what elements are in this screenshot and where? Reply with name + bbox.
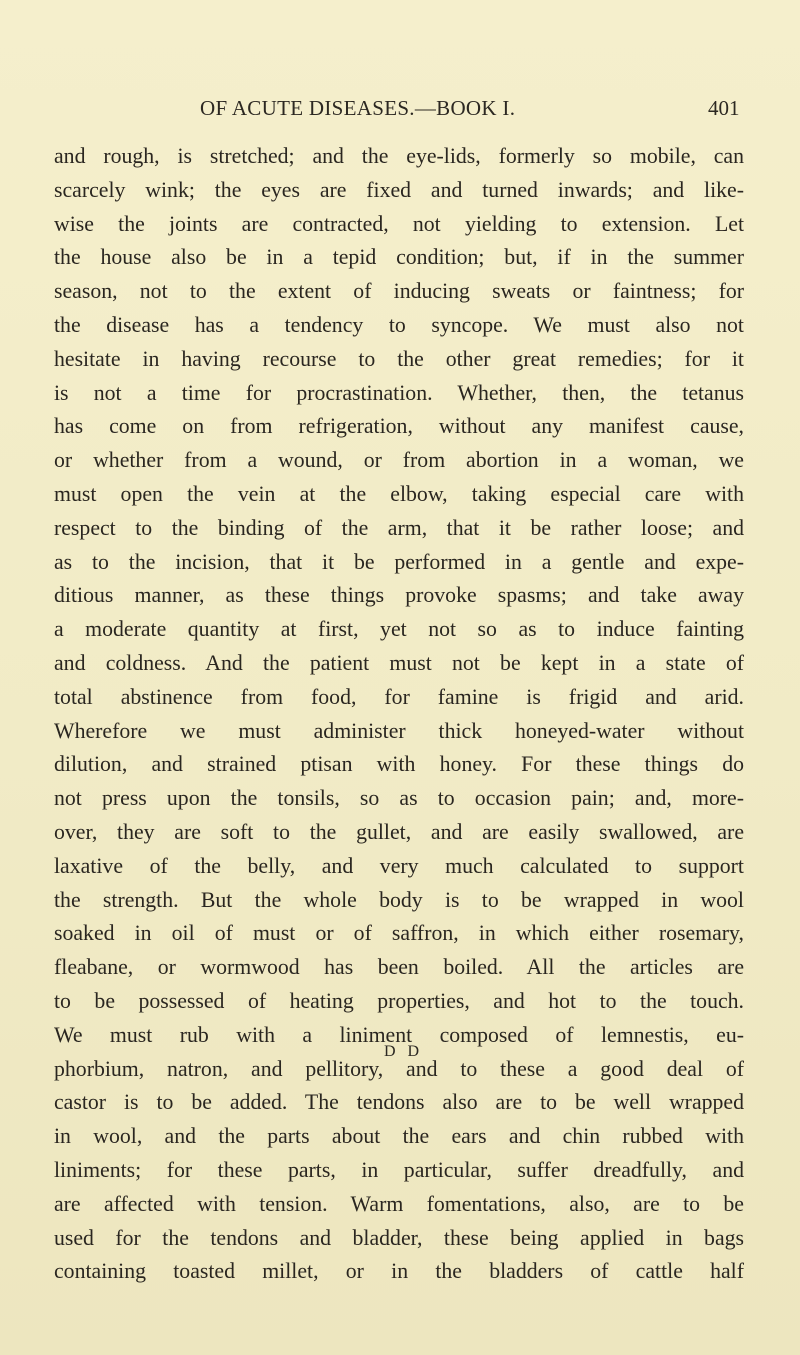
text-line: ditious manner, as these things provoke spasms; and take away	[54, 583, 744, 608]
text-line: phorbium, natron, and pellitory, and to these a good deal of	[54, 1056, 744, 1081]
text-line: or whether from a wound, or from abortion in a woman, we	[54, 448, 744, 473]
signature-mark: D D	[384, 1043, 424, 1060]
text-line: to be possessed of heating properties, and hot to the touch.	[54, 988, 744, 1013]
text-line: the disease has a tendency to syncope. We must also not	[54, 312, 744, 337]
text-line: wise the joints are contracted, not yielding to extension. Let	[54, 211, 744, 236]
running-head: OF ACUTE DISEASES.—BOOK I.	[200, 96, 516, 120]
text-line: fleabane, or wormwood has been boiled. All the articles are	[54, 955, 744, 980]
text-line: laxative of the belly, and very much calculated to support	[54, 853, 744, 878]
text-line: must open the vein at the elbow, taking especial care with	[54, 481, 744, 506]
text-line: castor is to be added. The tendons also are to be well wrapped	[54, 1090, 744, 1115]
text-line: in wool, and the parts about the ears and chin rubbed with	[54, 1124, 744, 1149]
text-line: dilution, and strained ptisan with honey. For these things do	[54, 752, 744, 777]
text-line: are affected with tension. Warm fomentations, also, are to be	[54, 1191, 744, 1216]
text-line: as to the incision, that it be performed in a gentle and expe-	[54, 549, 744, 574]
text-line: has come on from refrigeration, without any manifest cause,	[54, 414, 744, 439]
body-text	[54, 140, 744, 1289]
text-line: scarcely wink; the eyes are fixed and turned inwards; and like-	[54, 177, 744, 202]
text-line: over, they are soft to the gullet, and are easily swallowed, are	[54, 819, 744, 844]
text-line: We must rub with a liniment composed of lemnestis, eu-	[54, 1022, 744, 1047]
text-line: respect to the binding of the arm, that it be rather loose; and	[54, 515, 744, 540]
page-number: 401	[708, 96, 740, 120]
text-line: season, not to the extent of inducing sweats or faintness; for	[54, 279, 744, 304]
text-line: Wherefore we must administer thick honeyed-water without	[54, 718, 744, 743]
text-line: and coldness. And the patient must not be kept in a state of	[54, 650, 744, 675]
text-line: the house also be in a tepid condition; but, if in the summer	[54, 245, 744, 270]
text-line: the strength. But the whole body is to be wrapped in wool	[54, 887, 744, 912]
text-line: containing toasted millet, or in the bladders of cattle half	[54, 1259, 744, 1284]
text-line: liniments; for these parts, in particular, suffer dreadfully, and	[54, 1157, 744, 1182]
text-line: is not a time for procrastination. Whether, then, the tetanus	[54, 380, 744, 405]
text-line: used for the tendons and bladder, these being applied in bags	[54, 1225, 744, 1250]
text-line: total abstinence from food, for famine is frigid and arid.	[54, 684, 744, 709]
text-line: not press upon the tonsils, so as to occasion pain; and, more-	[54, 786, 744, 811]
text-line: a moderate quantity at first, yet not so as to induce fainting	[54, 617, 744, 642]
text-line: soaked in oil of must or of saffron, in which either rosemary,	[54, 921, 744, 946]
text-line: and rough, is stretched; and the eye-lids, formerly so mobile, can	[54, 144, 744, 168]
text-line: hesitate in having recourse to the other great remedies; for it	[54, 346, 744, 371]
